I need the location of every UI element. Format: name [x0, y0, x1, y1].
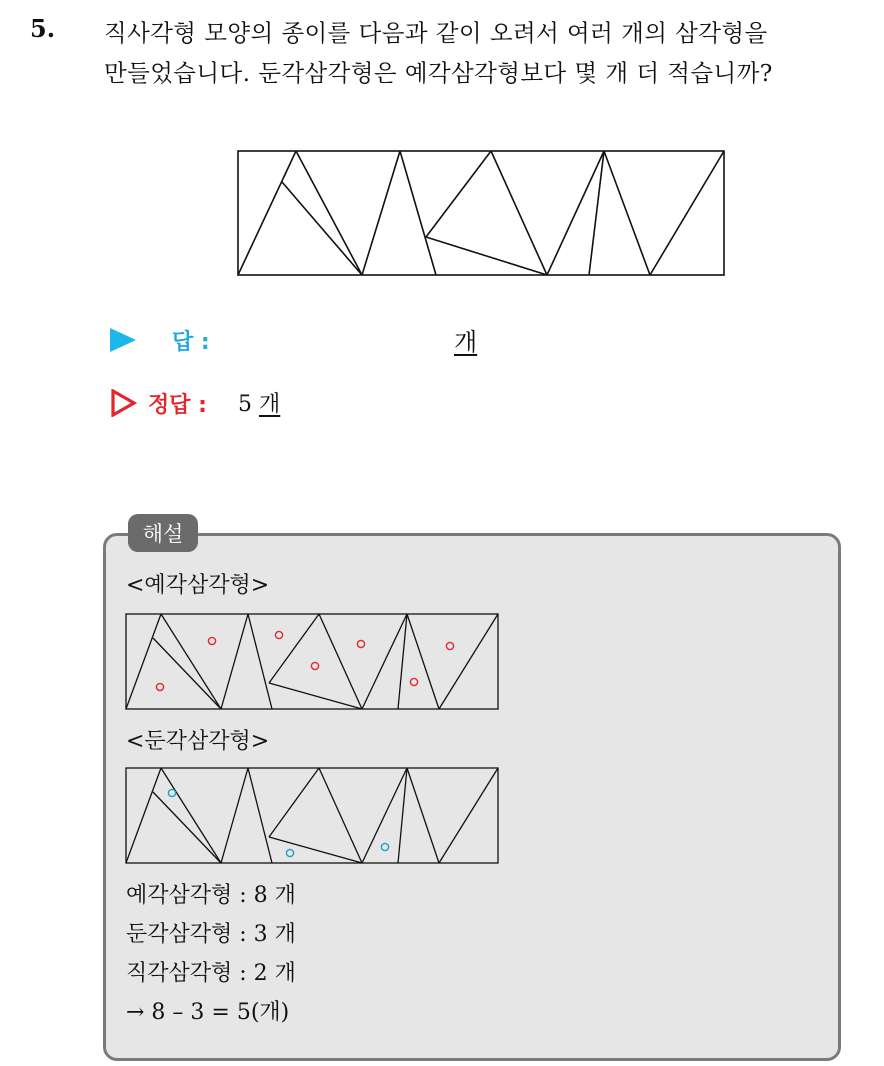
acute-heading: <예각삼각형> — [126, 573, 270, 598]
correct-answer-label: 정답 : — [148, 393, 207, 418]
acute-mark — [357, 640, 364, 647]
question-text — [104, 13, 874, 93]
obtuse-mark — [286, 849, 293, 856]
figure-rectangle — [238, 151, 724, 275]
question-number: 5. — [30, 14, 56, 43]
play-arrow-icon — [110, 328, 136, 352]
acute-mark — [311, 662, 318, 669]
question-line-2: 만들었습니다. 둔각삼각형은 예각삼각형보다 몇 개 더 적습니까? — [104, 59, 773, 87]
solution-line-obtuse: 둔각삼각형 : 3 개 — [126, 922, 296, 947]
correct-answer-unit: 개 — [259, 392, 281, 417]
answer-unit: 개 — [454, 328, 478, 356]
answer-row — [108, 322, 608, 362]
rectangle-triangles-figure — [236, 149, 728, 281]
acute-mark — [275, 631, 282, 638]
outline-arrow-icon — [111, 389, 137, 417]
acute-mark — [156, 683, 163, 690]
solution-line-result: → 8 – 3 = 5(개) — [126, 1000, 290, 1025]
solution-tab: 해설 — [128, 514, 198, 552]
obtuse-triangles-figure — [124, 766, 502, 866]
solution-line-right: 직각삼각형 : 2 개 — [126, 961, 296, 986]
correct-answer-row — [108, 385, 608, 425]
acute-triangles-figure — [124, 612, 502, 712]
solution-line-acute: 예각삼각형 : 8 개 — [126, 883, 296, 908]
acute-mark — [446, 642, 453, 649]
obtuse-mark — [381, 843, 388, 850]
obtuse-heading: <둔각삼각형> — [126, 729, 270, 754]
question-line-1: 직사각형 모양의 종이를 다음과 같이 오려서 여러 개의 삼각형을 — [104, 19, 768, 47]
acute-mark — [410, 678, 417, 685]
correct-answer-value — [238, 387, 280, 418]
obtuse-mark — [168, 789, 175, 796]
answer-label: 답 : — [172, 330, 210, 355]
acute-mark — [208, 637, 215, 644]
correct-answer-number: 5 — [238, 392, 252, 417]
